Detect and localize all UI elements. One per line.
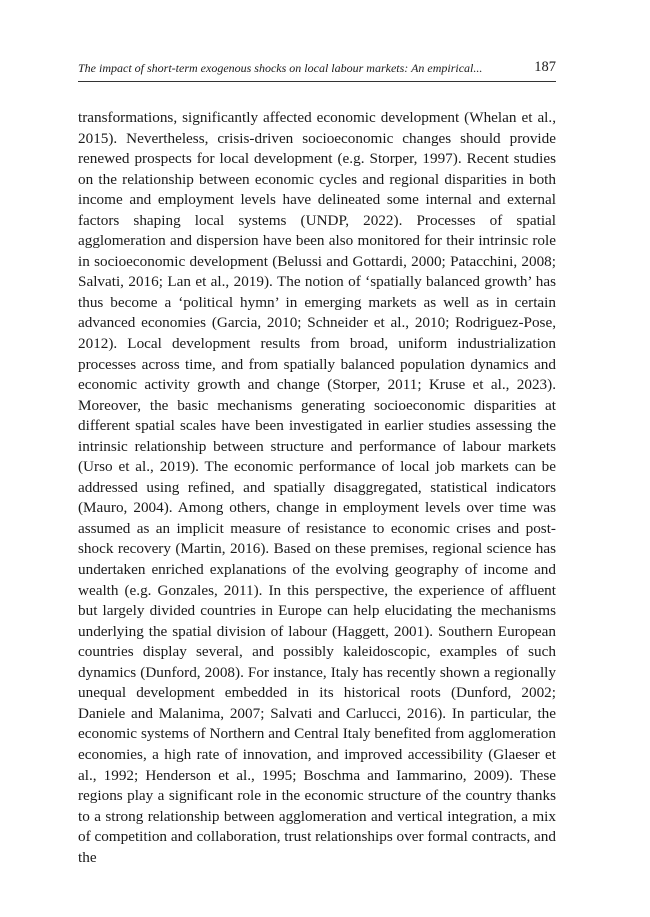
body-text [78, 108, 556, 868]
running-header [78, 59, 556, 82]
page-number: 187 [534, 59, 556, 75]
body-paragraph: transformations, significantly affected economic development (Whelan et al., 2015). Nevertheless, crisis-driven socioeconomic changes should provide renewed prospects for local development (e.g. Storper, 1997). Recent studies on the relationship between economic cycles and regional disparities in both income and employment levels have delineated some internal and external factors shaping local systems (UNDP, 2022). Processes of spatial agglomeration and dispersion have been also monitored for their intrinsic role in socioeconomic development (Belussi and Gottardi, 2000; Patacchini, 2008; Salvati, 2016; Lan et al., 2019). The notion of ‘spatially balanced growth’ has thus become a ‘political hymn’ in emerging markets as well as in certain advanced economies (Garcia, 2010; Schneider et al., 2010; Rodriguez-Pose, 2012). Local development results from broad, uniform industrialization processes across time, and from spatially balanced population dynamics and economic activity growth and change (Storper, 2011; Kruse et al., 2023). Moreover, the basic mechanisms generating socioeconomic disparities at different spatial scales have been investigated in earlier studies assessing the intrinsic relationship between structure and performance of labour markets (Urso et al., 2019). The economic performance of local job markets can be addressed using refined, and spatially disaggregated, statistical indicators (Mauro, 2004). Among others, change in employment levels over time was assumed as an implicit measure of resistance to economic crises and post-shock recovery (Martin, 2016). Based on these premises, regional science has undertaken enriched explanations of the evolving geography of income and wealth (e.g. Gonzales, 2011). In this perspective, the experience of affluent but largely divided countries in Europe can help elucidating the mechanisms underlying the spatial division of labour (Haggett, 2001). Southern European countries display several, and possibly kaleidoscopic, examples of such dynamics (Dunford, 2008). For instance, Italy has recently shown a regionally unequal development embedded in its historical roots (Dunford, 2002; Daniele and Malanima, 2007; Salvati and Carlucci, 2016). In particular, the economic systems of Northern and Central Italy benefited from agglomeration economies, a high rate of innovation, and improved accessibility (Glaeser et al., 1992; Henderson et al., 1995; Boschma and Iammarino, 2009). These regions play a significant role in the economic structure of the country thanks to a strong relationship between agglomeration and vertical integration, a mix of competition and collaboration, trust relationships over formal contracts, and the [78, 109, 556, 866]
running-title: The impact of short-term exogenous shocks on local labour markets: An empirical... [78, 61, 483, 75]
